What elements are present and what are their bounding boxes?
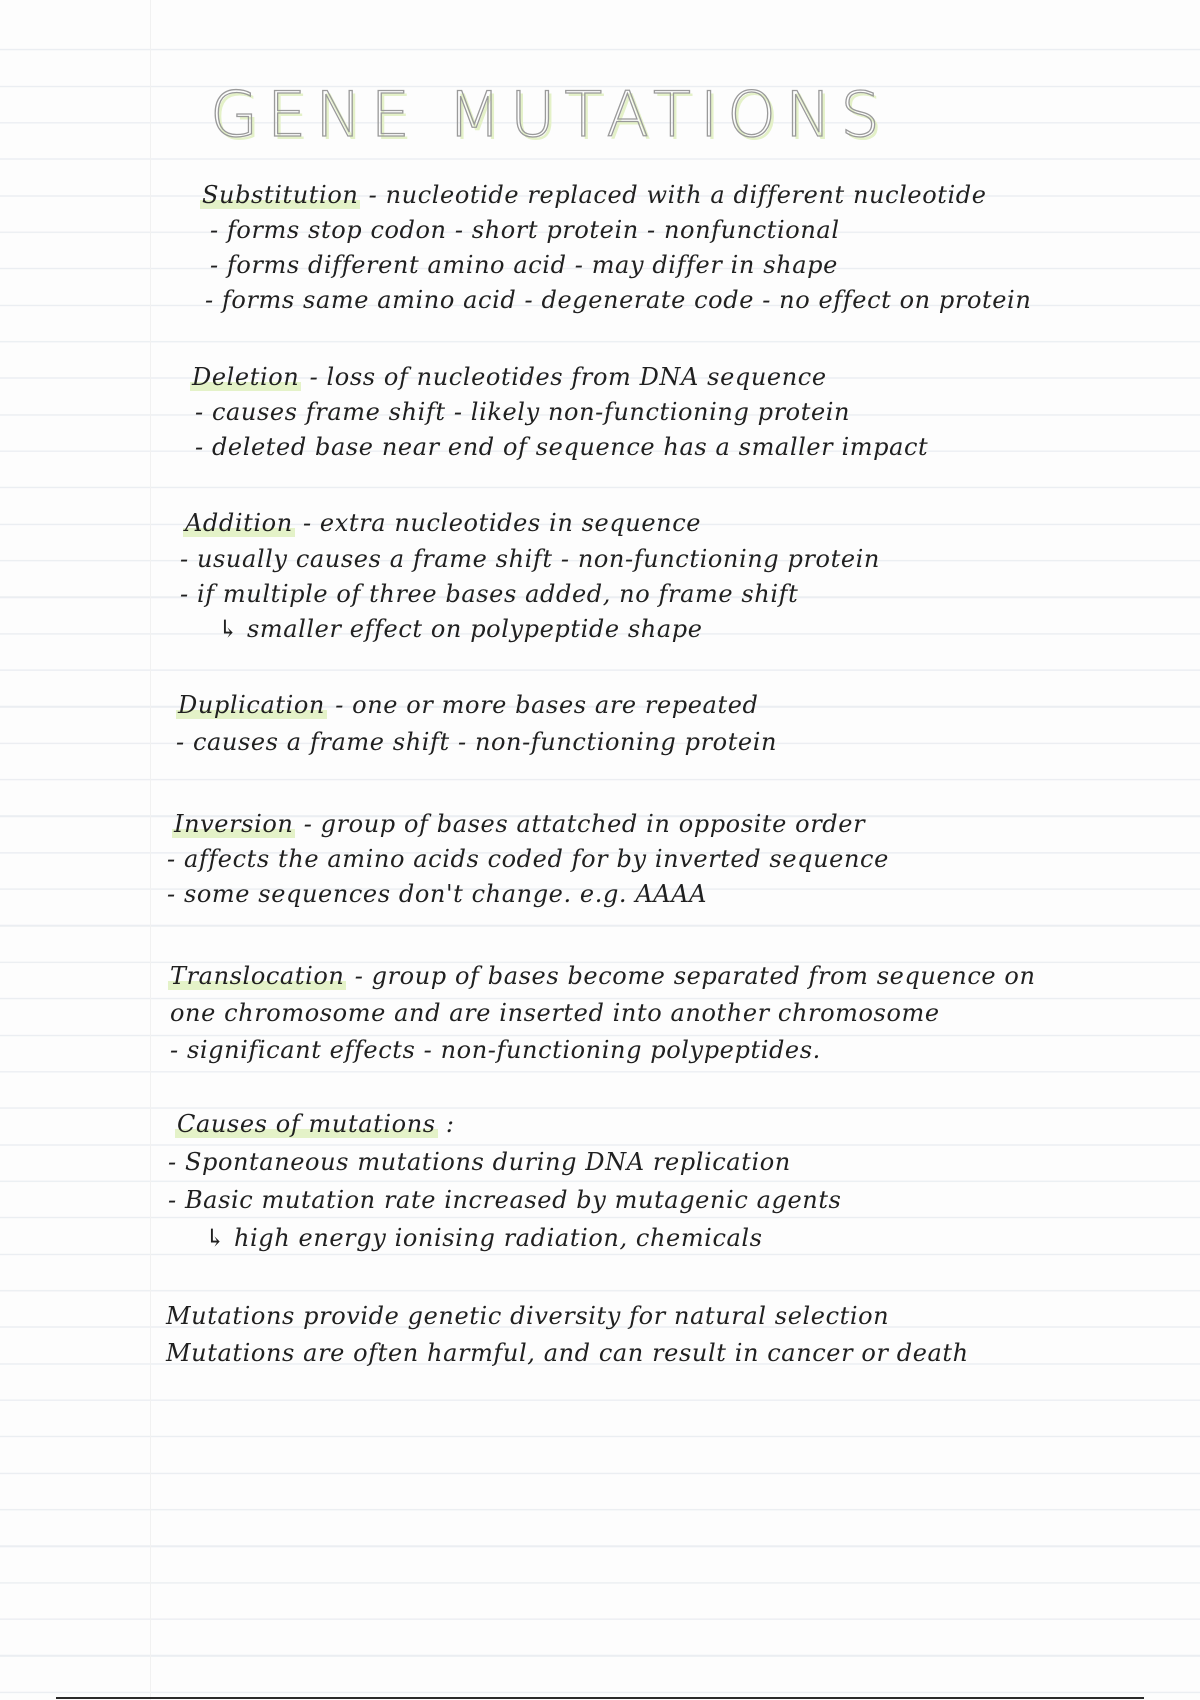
addition-point: - if multiple of three bases added, no frame shift [180,580,799,608]
inversion-term: Inversion [174,810,294,838]
causes-point: - Spontaneous mutations during DNA replication [168,1148,791,1176]
margin-line [150,0,151,1700]
addition-term: Addition [185,509,293,537]
deletion-point: - causes frame shift - likely non-functioning protein [195,398,851,426]
causes-heading [175,1110,455,1138]
deletion-term: Deletion [192,363,300,391]
substitution-term: Substitution [202,181,359,209]
duplication-term: Duplication [178,691,325,719]
substitution-point: - forms same amino acid - degenerate code - no effect on protein [205,286,1032,314]
deletion-heading [190,363,827,391]
translocation-continuation: one chromosome and are inserted into another chromosome [170,999,940,1027]
translocation-definition: - group of bases become separated from sequence on [346,962,1036,990]
duplication-point: - causes a frame shift - non-functioning protein [176,728,778,756]
addition-heading [183,509,701,537]
substitution-point: - forms different amino acid - may differ in shape [210,251,838,279]
addition-sub-point: ↳ smaller effect on polypeptide shape [218,615,703,643]
causes-term: Causes of mutations [177,1110,436,1138]
causes-point: - Basic mutation rate increased by mutagenic agents [168,1186,842,1214]
inversion-point: - affects the amino acids coded for by inverted sequence [167,845,889,873]
substitution-definition: - nucleotide replaced with a different nucleotide [360,181,987,209]
causes-definition: : [437,1110,455,1138]
translocation-heading [168,962,1036,990]
causes-sub-point: ↳ high energy ionising radiation, chemicals [205,1224,763,1252]
page-title: GENE MUTATIONS [210,78,889,151]
inversion-definition: - group of bases attatched in opposite order [295,810,866,838]
inversion-point: - some sequences don't change. e.g. AAAA [167,880,708,908]
conclusion-line: Mutations provide genetic diversity for natural selection [166,1302,890,1330]
substitution-point: - forms stop codon - short protein - nonfunctional [210,216,840,244]
addition-definition: - extra nucleotides in sequence [294,509,702,537]
translocation-point: - significant effects - non-functioning polypeptides. [170,1036,821,1064]
conclusion-line: Mutations are often harmful, and can result in cancer or death [166,1339,969,1367]
duplication-definition: - one or more bases are repeated [327,691,759,719]
duplication-heading [176,691,758,719]
inversion-heading [172,810,865,838]
addition-point: - usually causes a frame shift - non-functioning protein [180,545,880,573]
translocation-term: Translocation [170,962,345,990]
substitution-heading [200,181,987,209]
bottom-rule [56,1697,1144,1699]
deletion-definition: - loss of nucleotides from DNA sequence [301,363,827,391]
deletion-point: - deleted base near end of sequence has a smaller impact [195,433,929,461]
